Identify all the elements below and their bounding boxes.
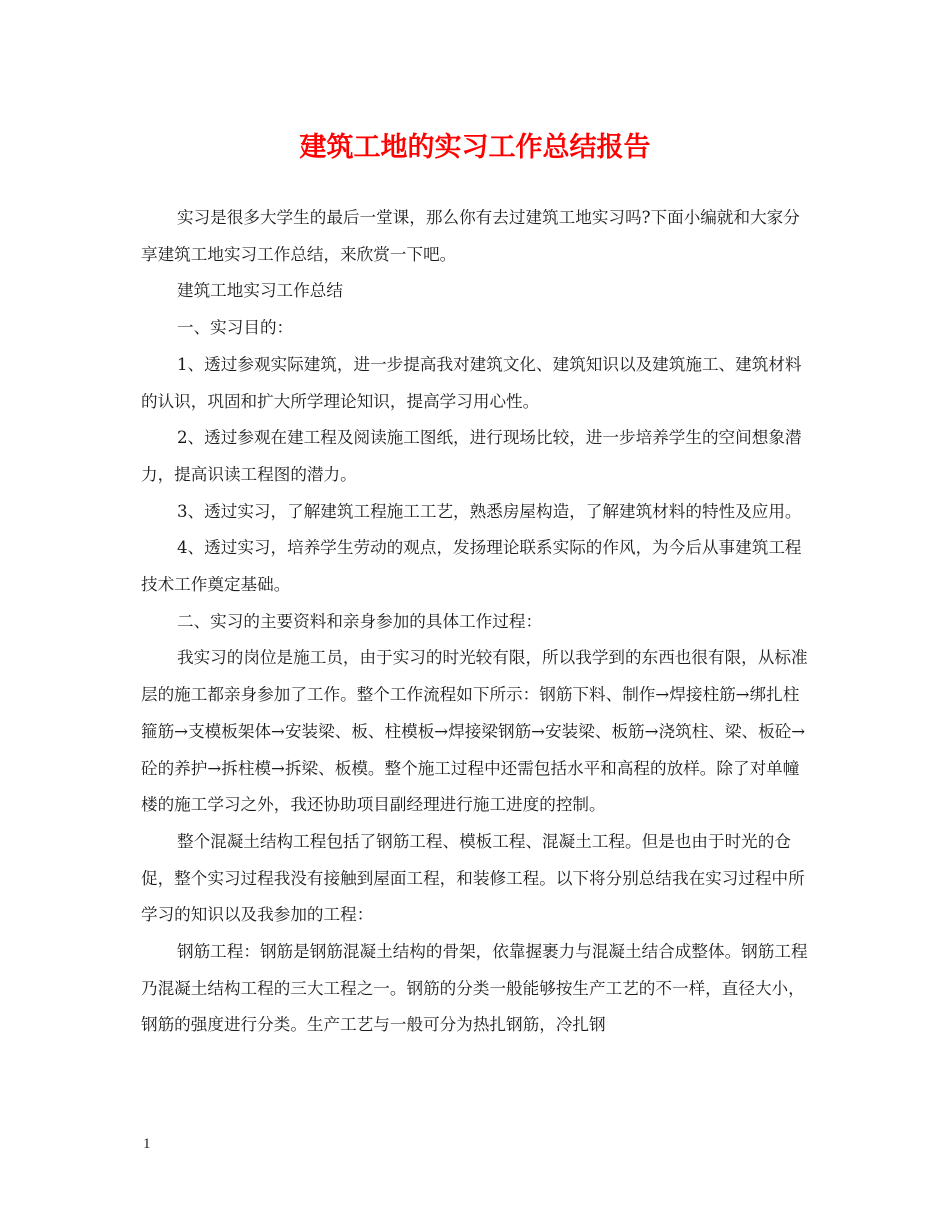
paragraph: 2、透过参观在建工程及阅读施工图纸，进行现场比较，进一步培养学生的空间想象潜力，提高识读工程图的潜力。: [141, 428, 802, 484]
paragraph: 整个混凝土结构工程包括了钢筋工程、模板工程、混凝土工程。但是也由于时光的仓促，整个实习过程我没有接触到屋面工程，和装修工程。以下将分别总结我在实习过程中所学习的知识以及我参加的工程：: [141, 831, 805, 925]
paragraph: 二、实习的主要资料和亲身参加的具体工作过程：: [177, 611, 543, 631]
paragraph: 建筑工地实习工作总结: [177, 281, 343, 301]
paragraph: 一、实习目的：: [177, 318, 294, 338]
document-title: 建筑工地的实习工作总结报告: [299, 132, 651, 163]
paragraph: 实习是很多大学生的最后一堂课，那么你有去过建筑工地实习吗?下面小编就和大家分享建筑工地实习工作总结，来欣赏一下吧。: [141, 208, 800, 264]
document-body: [141, 200, 813, 1044]
page-number: 1: [143, 1136, 151, 1152]
paragraph: 3、透过实习，了解建筑工程施工工艺，熟悉房屋构造，了解建筑材料的特性及应用。: [177, 501, 802, 521]
paragraph: 我实习的岗位是施工员，由于实习的时光较有限，所以我学到的东西也很有限，从标准层的施工都亲身参加了工作。整个工作流程如下所示：钢筋下料、制作→焊接柱筋→绑扎柱箍筋→支模板架体→安装梁、板、柱模板→焊接梁钢筋→安装梁、板筋→浇筑柱、梁、板砼→砼的养护→拆柱模→拆梁、板模。整个施工过程中还需包括水平和高程的放样。除了对单幢楼的施工学习之外，我还协助项目副经理进行施工进度的控制。: [141, 648, 808, 815]
paragraph: 1、透过参观实际建筑，进一步提高我对建筑文化、建筑知识以及建筑施工、建筑材料的认识，巩固和扩大所学理论知识，提高学习用心性。: [141, 354, 802, 411]
paragraph: 4、透过实习，培养学生劳动的观点，发扬理论联系实际的作风，为今后从事建筑工程技术工作奠定基础。: [141, 538, 802, 595]
paragraph: 钢筋工程：钢筋是钢筋混凝土结构的骨架，依靠握裹力与混凝土结合成整体。钢筋工程乃混凝土结构工程的三大工程之一。钢筋的分类一般能够按生产工艺的不一样，直径大小，钢筋的强度进行分类。生产工艺与一般可分为热扎钢筋，冷扎钢: [141, 942, 808, 1035]
